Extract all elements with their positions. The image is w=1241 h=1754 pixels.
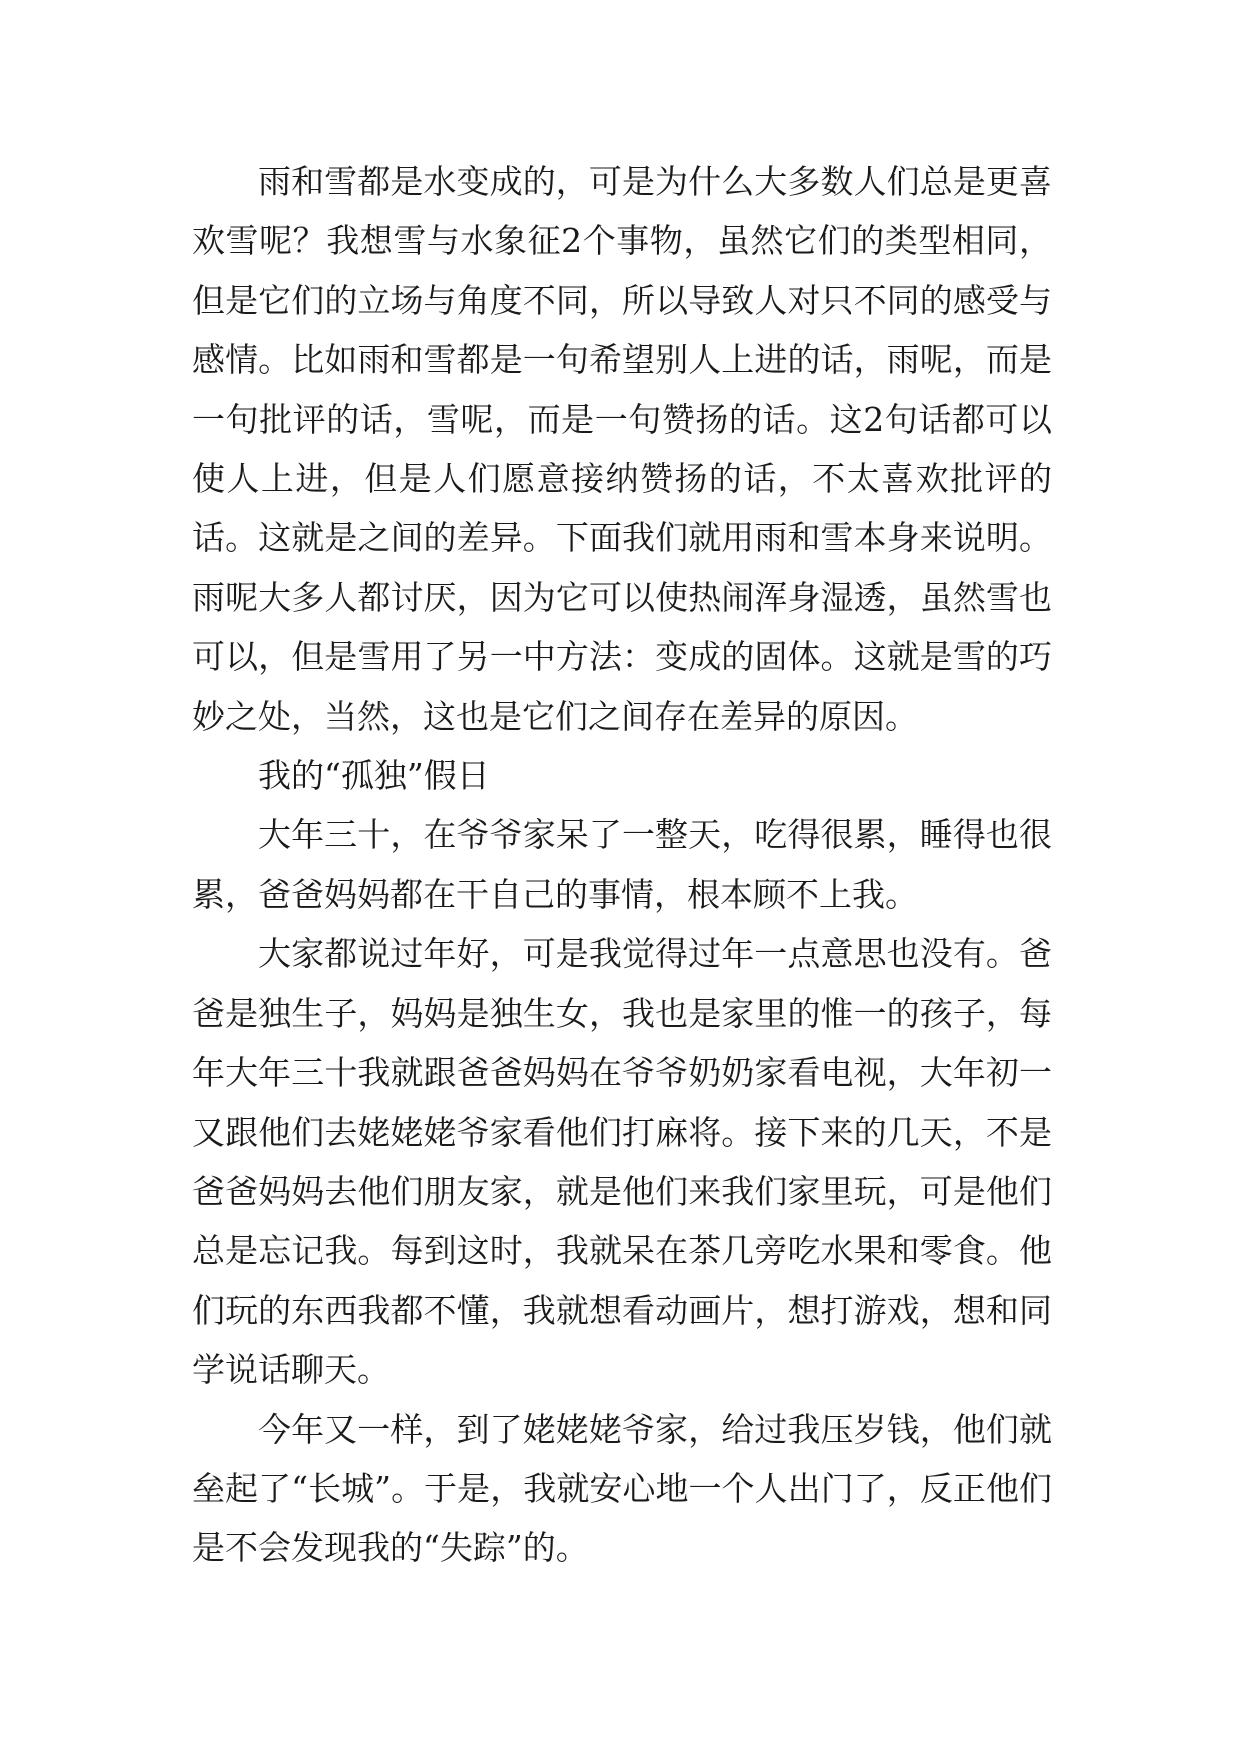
essay-title: 我的“孤独”假日 [258, 756, 490, 796]
document-body [192, 152, 1052, 1578]
paragraph-new-years-eve: 大年三十，在爷爷家呆了一整天，吃得很累，睡得也很累，爸爸妈妈都在干自己的事情，根本顾不上我。 [192, 815, 1052, 914]
paragraph-rain-and-snow: 雨和雪都是水变成的，可是为什么大多数人们总是更喜欢雪呢？我想雪与水象征2个事物，虽然它们的类型相同，但是它们的立场与角度不同，所以导致人对只不同的感受与感情。比如雨和雪都是一句希望别人上进的话，雨呢，而是一句批评的话，雪呢，而是一句赞扬的话。这2句话都可以使人上进，但是人们愿意接纳赞扬的话，不太喜欢批评的话。这就是之间的差异。下面我们就用雨和雪本身来说明。雨呢大多人都讨厌，因为它可以使热闹浑身湿透，虽然雪也可以，但是雪用了另一中方法：变成的固体。这就是雪的巧妙之处，当然，这也是它们之间存在差异的原因。 [192, 162, 1052, 736]
paragraph-this-year: 今年又一样，到了姥姥姥爷家，给过我压岁钱，他们就垒起了“长城”。于是，我就安心地一个人出门了，反正他们是不会发现我的“失踪”的。 [192, 1409, 1052, 1568]
paragraph-new-year-boring: 大家都说过年好，可是我觉得过年一点意思也没有。爸爸是独生子，妈妈是独生女，我也是家里的惟一的孩子，每年大年三十我就跟爸爸妈妈在爷爷奶奶家看电视，大年初一又跟他们去姥姥姥爷家看他们打麻将。接下来的几天，不是爸爸妈妈去他们朋友家，就是他们来我们家里玩，可是他们总是忘记我。每到这时，我就呆在茶几旁吃水果和零食。他们玩的东西我都不懂，我就想看动画片，想打游戏，想和同学说话聊天。 [192, 934, 1052, 1390]
